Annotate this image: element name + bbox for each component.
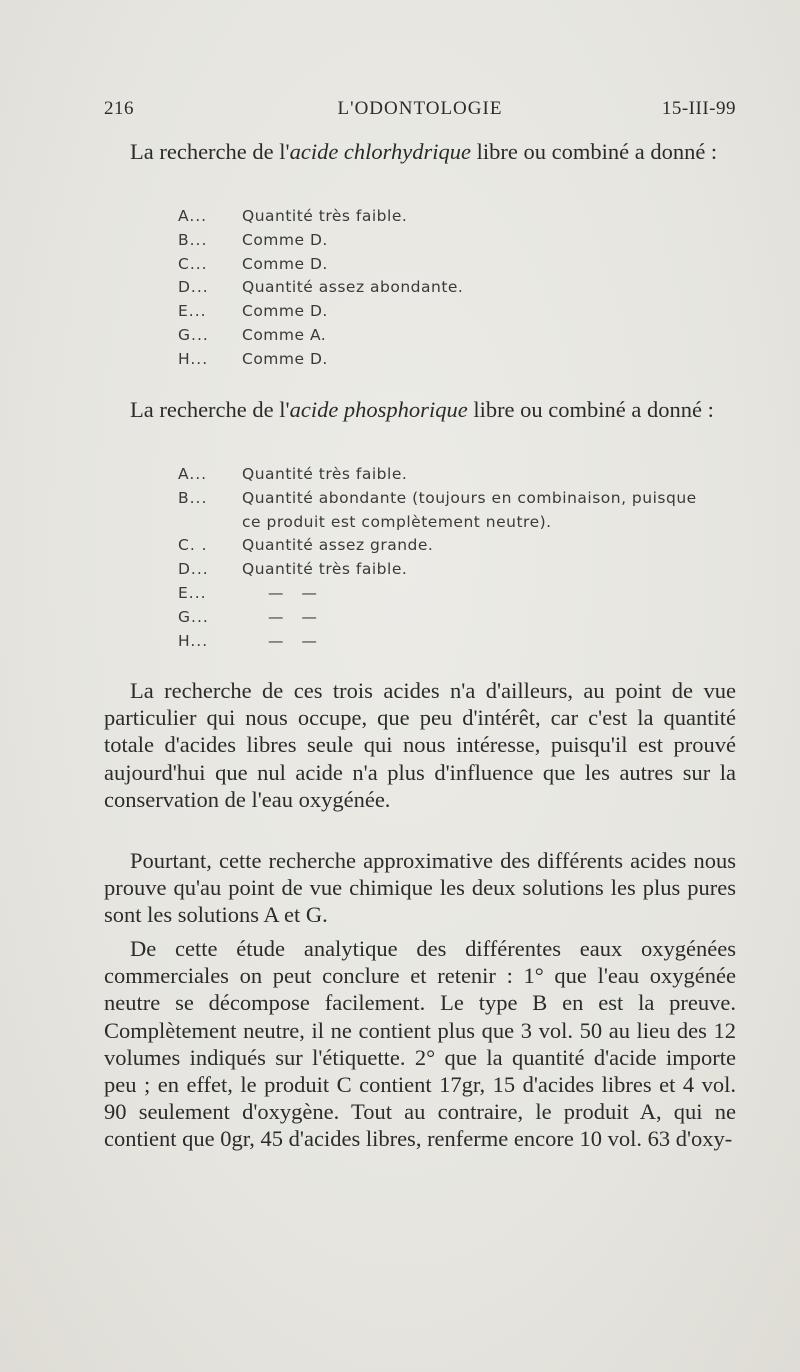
page-number: 216 <box>104 98 134 119</box>
sample-key: D... <box>178 560 209 579</box>
list-item <box>178 558 738 582</box>
list-item <box>178 276 738 300</box>
list-item <box>178 463 738 487</box>
body-paragraph-2 <box>104 847 736 929</box>
list-item <box>178 253 738 277</box>
sample-result: Quantité assez abondante. <box>242 278 464 297</box>
sample-key: C... <box>178 254 208 273</box>
intro-text-before: La recherche de l' <box>130 139 290 164</box>
sample-key: H... <box>178 631 209 650</box>
sample-result: Comme A. <box>242 325 327 344</box>
sample-key: B... <box>178 230 208 249</box>
list-item <box>178 534 738 558</box>
sample-key: H... <box>178 349 209 368</box>
issue-date: 15-III-99 <box>661 98 736 119</box>
sample-key: B... <box>178 488 208 507</box>
sample-result: Quantité très faible. <box>242 465 408 483</box>
sample-result: — — <box>268 631 318 650</box>
running-header <box>104 98 736 126</box>
sample-key: G... <box>178 607 209 626</box>
intro-text-after: libre ou combiné a donné : <box>471 139 718 164</box>
sample-key: G... <box>178 325 209 344</box>
intro-text-after: libre ou combiné a donné : <box>467 397 714 422</box>
chlorhydrique-results-list <box>178 205 738 372</box>
sample-result: ce produit est complètement neutre). <box>242 512 552 531</box>
sample-key: E... <box>178 583 207 602</box>
list-item <box>178 205 738 229</box>
list-item <box>178 487 738 511</box>
chlorhydrique-intro <box>104 138 736 165</box>
list-item <box>178 348 738 372</box>
sample-result: Quantité assez grande. <box>242 536 434 555</box>
paragraph-text: La recherche de ces trois acides n'a d'ailleurs, au point de vue particulier qui nous occupe, que peu d'intérêt, car c'est la quantité totale d'acides libres seule qui nous intéresse, puisqu'il est prouvé aujourd'hui que nul acide n'a plus d'influence que les autres sur la conservation de l'eau oxygénée. <box>104 678 736 812</box>
acid-name-chlorhydrique: acide chlorhydrique <box>289 139 471 164</box>
paragraph-text: Pourtant, cette recherche approximative des différents acides nous prouve qu'au point de vue chimique les deux solutions les plus pures sont les solutions A et G. <box>104 848 736 928</box>
list-item <box>178 300 738 324</box>
sample-result: — — <box>268 607 318 626</box>
body-paragraph-3 <box>104 935 736 1153</box>
sample-result: Quantité abondante (toujours en combinaison, puisque <box>242 488 697 507</box>
phosphorique-results-list <box>178 463 738 653</box>
list-item-continuation <box>178 511 738 535</box>
sample-key: A... <box>178 465 208 483</box>
body-paragraph-1 <box>104 677 736 813</box>
list-item <box>178 324 738 348</box>
sample-result: Quantité très faible. <box>242 560 408 579</box>
phosphorique-intro <box>104 396 736 423</box>
paragraph-text: De cette étude analytique des différentes eaux oxygénées commerciales on peut conclure et retenir : 1° que l'eau oxygénée neutre se décompose facilement. Le type B en est la preuve. Complètement neutre, il ne contient plus que 3 vol. 50 au lieu des 12 volumes indiqués sur l'étiquette. 2° que la quantité d'acide importe peu ; en effet, le produit C contient 17gr, 15 d'acides libres et 4 vol. 90 seulement d'oxygène. Tout au contraire, le produit A, qui ne contient que 0gr, 45 d'acides libres, renferme encore 10 vol. 63 d'oxy- <box>104 936 736 1152</box>
sample-result: — — <box>268 583 318 602</box>
list-item <box>178 582 738 606</box>
sample-key: E... <box>178 302 207 321</box>
sample-result: Comme D. <box>242 302 328 321</box>
sample-result: Comme D. <box>242 349 328 368</box>
sample-result: Comme D. <box>242 254 328 273</box>
sample-key: A... <box>178 207 208 225</box>
sample-result: Quantité très faible. <box>242 207 408 225</box>
list-item <box>178 229 738 253</box>
intro-text-before: La recherche de l' <box>130 397 290 422</box>
sample-key: C. . <box>178 536 208 555</box>
sample-key: D... <box>178 278 209 297</box>
acid-name-phosphorique: acide phosphorique <box>289 397 468 422</box>
list-item <box>178 630 738 654</box>
list-item <box>178 606 738 630</box>
journal-title: L'ODONTOLOGIE <box>337 98 503 119</box>
sample-result: Comme D. <box>242 230 328 249</box>
